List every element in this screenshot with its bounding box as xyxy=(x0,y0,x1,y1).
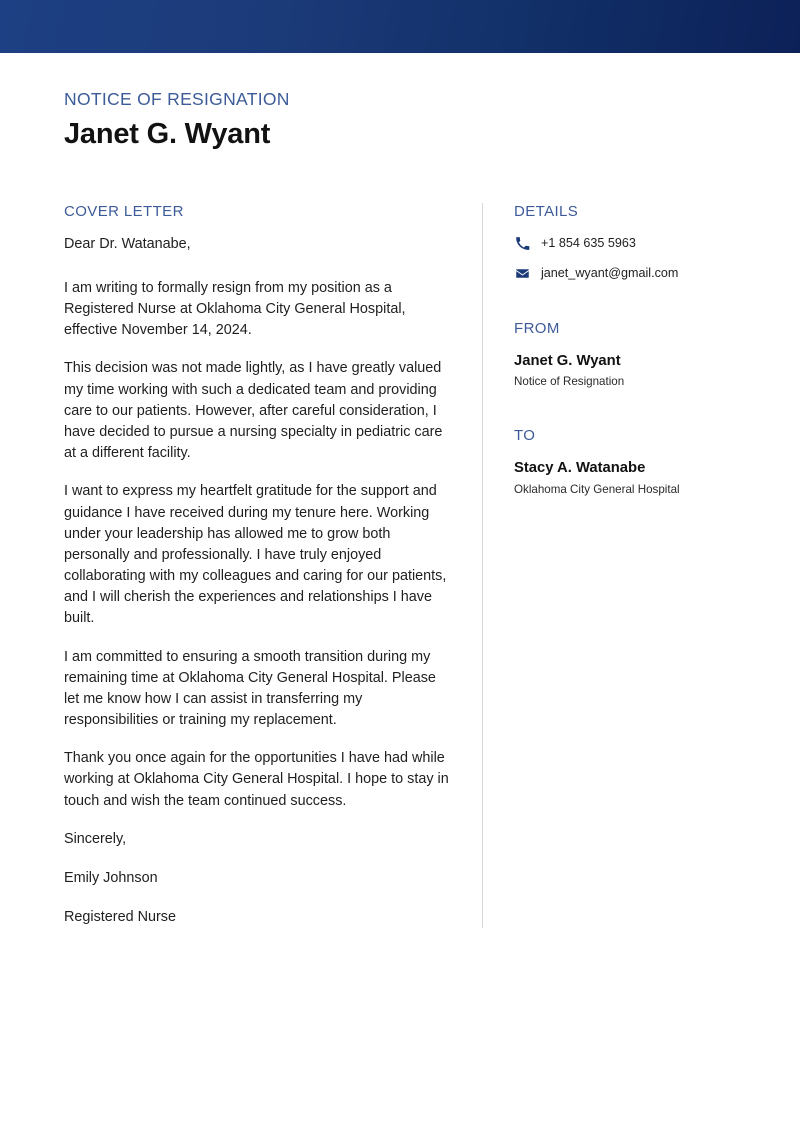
document-title-block xyxy=(64,53,736,152)
letter-paragraph-2: This decision was not made lightly, as I have greatly valued my time working with such a dedicated team and providing care to our patients. However, after careful consideration, I have decided to pursue a nursing specialty in pediatric care at a different facility. xyxy=(64,360,443,462)
to-heading: TO xyxy=(514,427,536,445)
content-columns xyxy=(64,203,736,928)
to-name: Stacy A. Watanabe xyxy=(514,460,646,477)
detail-row-phone[interactable] xyxy=(514,235,736,252)
details-heading: DETAILS xyxy=(514,202,579,220)
page-title: Janet G. Wyant xyxy=(64,118,271,150)
details-section xyxy=(514,203,736,282)
cover-letter-column xyxy=(64,203,482,928)
from-section xyxy=(514,320,736,390)
cover-letter-heading: COVER LETTER xyxy=(64,202,184,220)
to-section xyxy=(514,427,736,497)
detail-row-email[interactable] xyxy=(514,265,736,282)
document-kicker: NOTICE OF RESIGNATION xyxy=(64,89,290,109)
envelope-icon xyxy=(514,265,531,282)
signature-name: Emily Johnson xyxy=(64,869,158,886)
from-name: Janet G. Wyant xyxy=(514,352,621,369)
letter-salutation: Dear Dr. Watanabe, xyxy=(64,235,191,252)
letter-paragraph-3: I want to express my heartfelt gratitude for the support and guidance I have received during my tenure here. Working under your leadership has allowed me to grow both personally and professionally. I have truly enjoyed collaborating with my colleagues and caring for our patients, and I will cherish the experiences and relationships I have built. xyxy=(64,483,447,627)
letter-paragraph-5: Thank you once again for the opportunities I have had while working at Oklahoma City General Hospital. I hope to stay in touch and wish the team continued success. xyxy=(64,750,449,809)
from-heading: FROM xyxy=(514,319,560,337)
letter-body xyxy=(64,234,450,928)
phone-number: +1 854 635 5963 xyxy=(541,236,636,251)
header-banner xyxy=(0,0,800,53)
letter-paragraph-4: I am committed to ensuring a smooth transition during my remaining time at Oklahoma City General Hospital. Please let me know how I can assist in transferring my responsibilities or training my replacement. xyxy=(64,648,436,729)
document-page xyxy=(0,53,800,928)
letter-closing: Sincerely, xyxy=(64,830,127,847)
from-subtitle: Notice of Resignation xyxy=(514,375,625,389)
phone-icon xyxy=(514,235,531,252)
to-subtitle: Oklahoma City General Hospital xyxy=(514,482,680,496)
email-address: janet_wyant@gmail.com xyxy=(541,266,679,281)
signature-title: Registered Nurse xyxy=(64,909,176,926)
sidebar-column xyxy=(483,203,736,497)
letter-paragraph-1: I am writing to formally resign from my position as a Registered Nurse at Oklahoma City General Hospital, effective November 14, 2024. xyxy=(64,279,406,339)
